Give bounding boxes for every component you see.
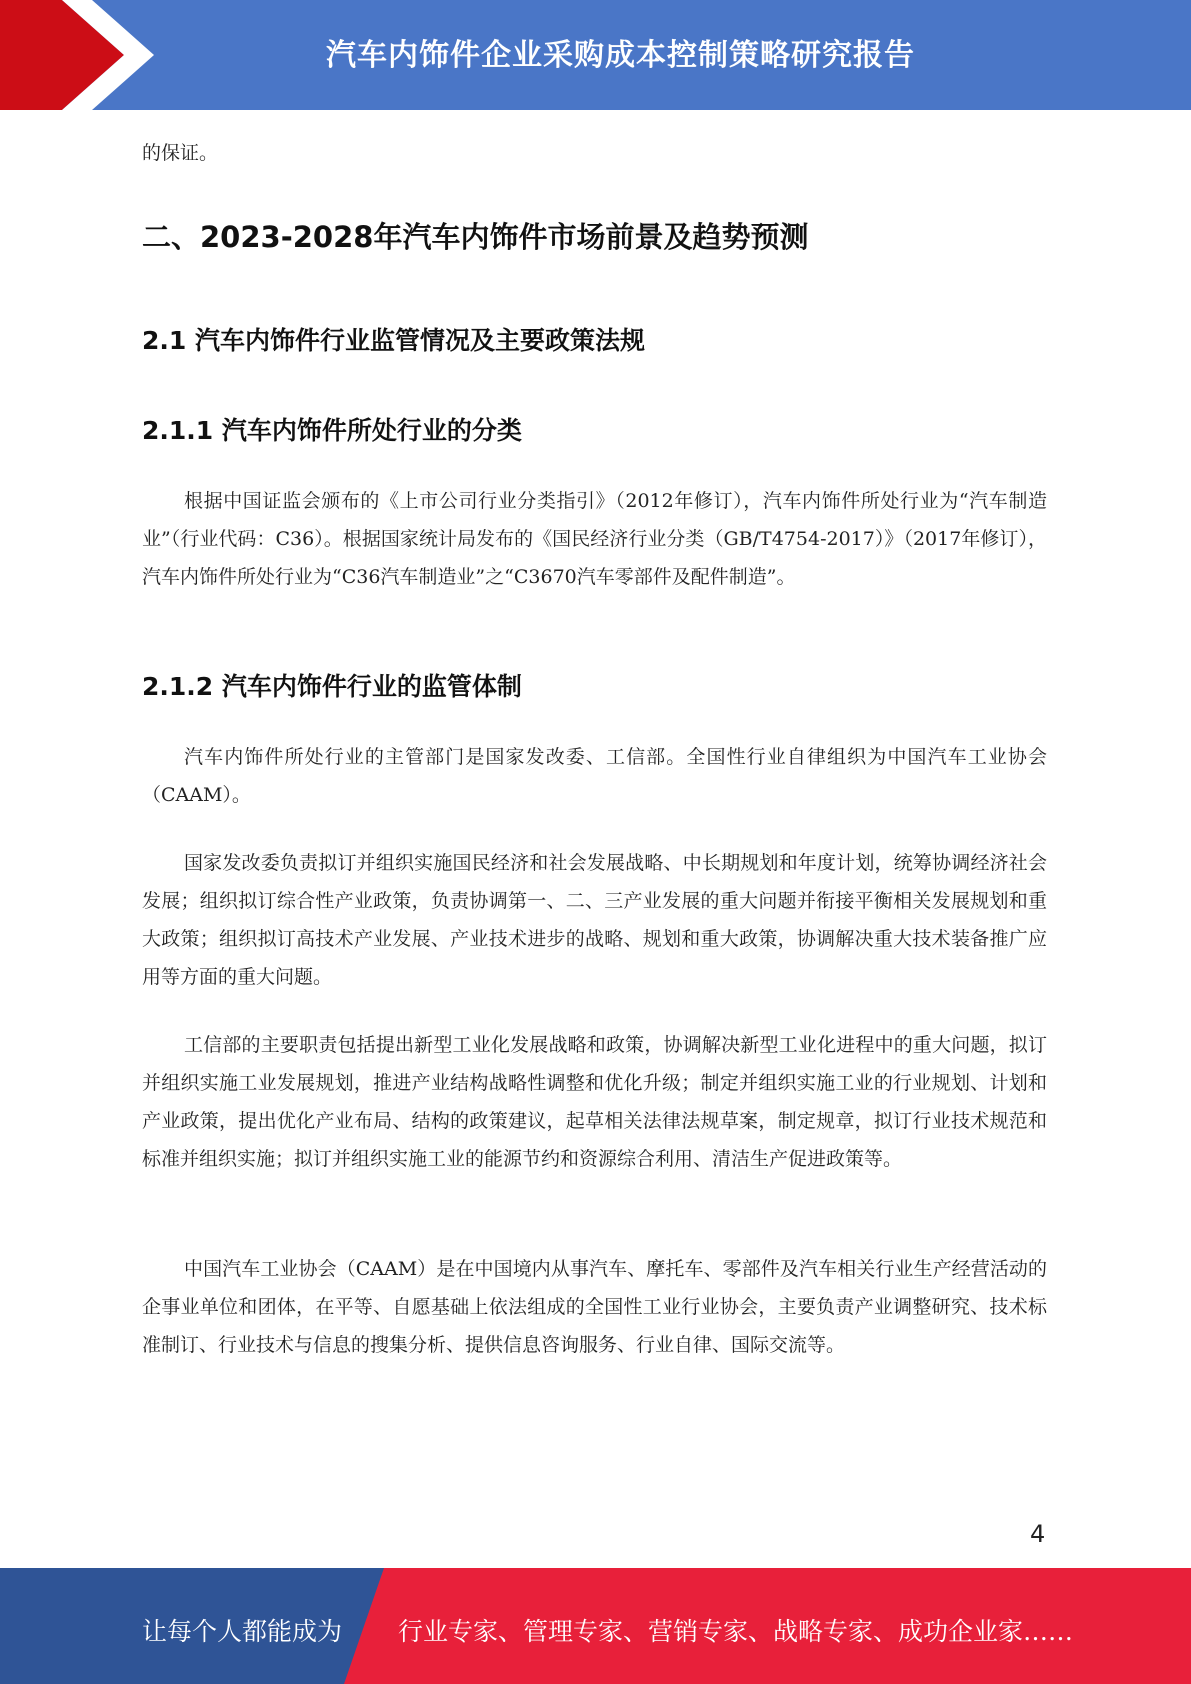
paragraph-continuation: 的保证。 xyxy=(142,142,219,164)
subsubsection-heading-regulation: 2.1.2 汽车内饰件行业的监管体制 xyxy=(142,672,522,701)
page-header xyxy=(0,0,1191,110)
report-title: 汽车内饰件企业采购成本控制策略研究报告 xyxy=(326,38,915,73)
subsection-heading: 2.1 汽车内饰件行业监管情况及主要政策法规 xyxy=(142,326,645,355)
page-footer xyxy=(0,1568,1191,1684)
paragraph-miit: 工信部的主要职责包括提出新型工业化发展战略和政策，协调解决新型工业化进程中的重大问题，拟订并组织实施工业发展规划，推进产业结构战略性调整和优化升级；制定并组织实施工业的行业规划、计划和产业政策，提出优化产业布局、结构的政策建议，起草相关法律法规草案，制定规章，拟订行业技术规范和标准并组织实施；拟订并组织实施工业的能源节约和资源综合利用、清洁生产促进政策等。 xyxy=(142,1034,1047,1170)
subsubsection-heading-classification: 2.1.1 汽车内饰件所处行业的分类 xyxy=(142,416,522,445)
paragraph-regulators: 汽车内饰件所处行业的主管部门是国家发改委、工信部。全国性行业自律组织为中国汽车工业协会（CAAM）。 xyxy=(142,746,1047,806)
footer-slogan-left: 让每个人都能成为 xyxy=(142,1617,343,1646)
footer-slogan-right: 行业专家、管理专家、营销专家、战略专家、成功企业家…… xyxy=(398,1617,1074,1646)
paragraph-ndrc: 国家发改委负责拟订并组织实施国民经济和社会发展战略、中长期规划和年度计划，统筹协调经济社会发展；组织拟订综合性产业政策，负责协调第一、二、三产业发展的重大问题并衔接平衡相关发展规划和重大政策；组织拟订高技术产业发展、产业技术进步的战略、规划和重大政策，协调解决重大技术装备推广应用等方面的重大问题。 xyxy=(142,852,1047,988)
paragraph-caam: 中国汽车工业协会（CAAM）是在中国境内从事汽车、摩托车、零部件及汽车相关行业生产经营活动的企事业单位和团体，在平等、自愿基础上依法组成的全国性工业行业协会，主要负责产业调整研究、技术标准制订、行业技术与信息的搜集分析、提供信息咨询服务、行业自律、国际交流等。 xyxy=(142,1258,1047,1356)
page-number: 4 xyxy=(1030,1520,1046,1548)
paragraph-classification: 根据中国证监会颁布的《上市公司行业分类指引》（2012年修订），汽车内饰件所处行业为“汽车制造业”（行业代码：C36）。根据国家统计局发布的《国民经济行业分类（GB/T4754-2017）》（2017年修订），汽车内饰件所处行业为“C36汽车制造业”之“C3670汽车零部件及配件制造”。 xyxy=(142,490,1047,588)
section-heading: 二、2023-2028年汽车内饰件市场前景及趋势预测 xyxy=(142,220,809,254)
